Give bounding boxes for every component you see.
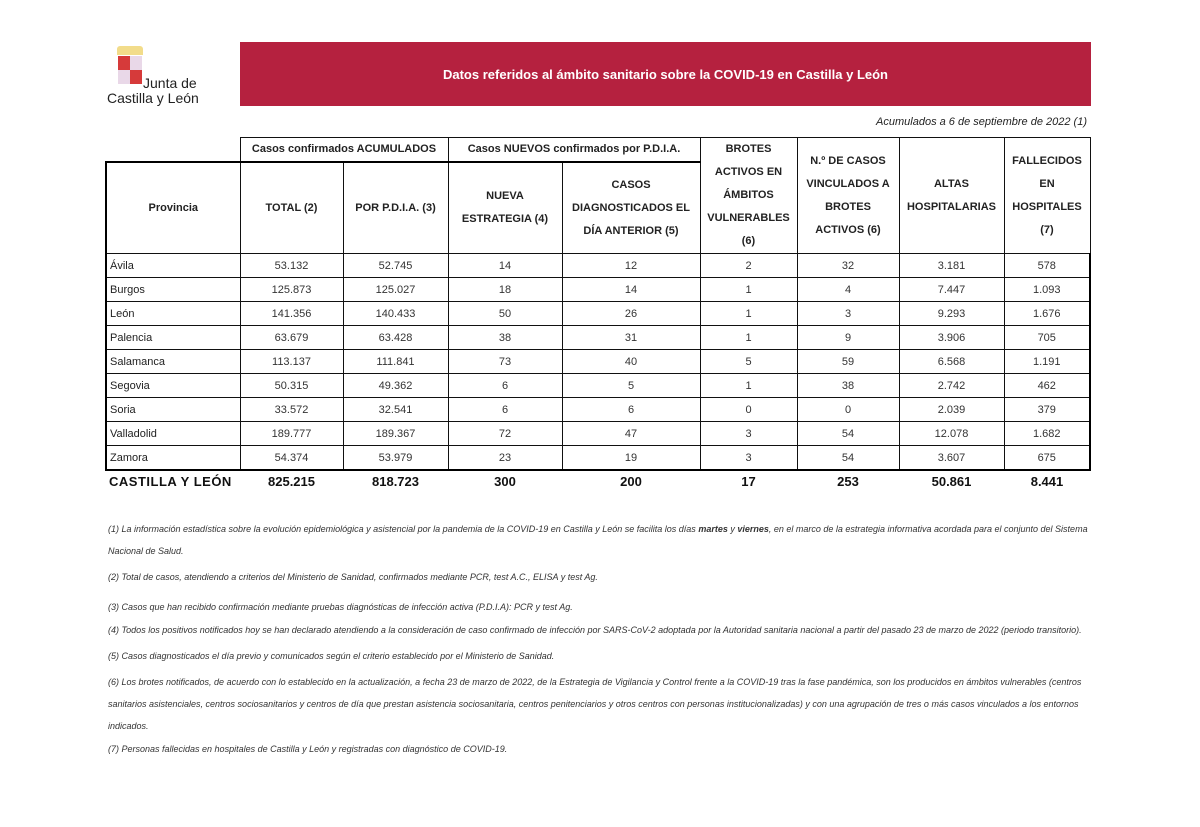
cell-altas: 6.568 — [899, 350, 1004, 374]
cell-nueva: 6 — [448, 398, 562, 422]
cell-nueva: 18 — [448, 278, 562, 302]
footnote-4: (4) Todos los positivos notificados hoy se han declarado atendiendo a la consideración de caso confirmado de infección por SARS-CoV-2 adoptada por la Autoridad sanitaria nacional a partir del pasado 23 de marzo de 2022 (periodo transitorio). — [108, 625, 1082, 635]
cell-provincia: Salamanca — [106, 350, 240, 374]
table-row — [106, 446, 1090, 471]
cell-nueva: 38 — [448, 326, 562, 350]
cell-brotes: 3 — [700, 446, 797, 471]
logo-text-line2: Castilla y León — [107, 90, 199, 106]
cell-vinculados: 3 — [797, 302, 899, 326]
cell-vinculados: 54 — [797, 446, 899, 471]
cell-vinculados: 0 — [797, 398, 899, 422]
table-row — [106, 398, 1090, 422]
footnote-3: (3) Casos que han recibido confirmación mediante pruebas diagnósticas de infección activa (P.D.I.A): PCR y test Ag. — [108, 602, 573, 612]
empty-corner — [106, 138, 240, 163]
cell-por-pdia: 63.428 — [343, 326, 448, 350]
cell-fallecidos: 379 — [1004, 398, 1090, 422]
footnote-5: (5) Casos diagnosticados el día previo y comunicados según el criterio establecido por el Ministerio de Sanidad. — [108, 651, 555, 661]
cell-total: 125.873 — [240, 278, 343, 302]
table-row — [106, 374, 1090, 398]
cell-altas: 7.447 — [899, 278, 1004, 302]
cell-vinculados: 4 — [797, 278, 899, 302]
cell-vinculados: 38 — [797, 374, 899, 398]
cell-total: 189.777 — [240, 422, 343, 446]
total-por-pdia: 818.723 — [372, 473, 419, 489]
col-header-fallecidos: FALLECIDOS EN HOSPITALES (7) — [1004, 138, 1090, 254]
cell-nueva: 50 — [448, 302, 562, 326]
col-header-altas: ALTAS HOSPITALARIAS — [899, 138, 1004, 254]
cell-por-pdia: 140.433 — [343, 302, 448, 326]
cell-diag: 40 — [562, 350, 700, 374]
cell-total: 50.315 — [240, 374, 343, 398]
table-row — [106, 302, 1090, 326]
cell-fallecidos: 462 — [1004, 374, 1090, 398]
cell-provincia: León — [106, 302, 240, 326]
cell-total: 141.356 — [240, 302, 343, 326]
col-header-casos-diagnosticados: CASOS DIAGNOSTICADOS EL DÍA ANTERIOR (5) — [562, 162, 700, 253]
cell-diag: 12 — [562, 254, 700, 278]
table-row — [106, 326, 1090, 350]
cell-por-pdia: 49.362 — [343, 374, 448, 398]
cell-brotes: 3 — [700, 422, 797, 446]
cell-fallecidos: 675 — [1004, 446, 1090, 471]
cell-total: 53.132 — [240, 254, 343, 278]
covid-data-table — [105, 137, 1091, 491]
cell-total: 63.679 — [240, 326, 343, 350]
cell-provincia: Ávila — [106, 254, 240, 278]
footnotes — [108, 518, 1088, 761]
cell-brotes: 1 — [700, 374, 797, 398]
footnote-6: (6) Los brotes notificados, de acuerdo con lo establecido en la actualización, a fecha 23 de marzo de 2022, de la Estrategia de Vigilancia y Control frente a la COVID-19 tras la fase pandémica, son los producidos en ámbitos vulnerables (centros sanitarios asistenciales, centros sociosanitarios y centros de día que prestan asistencia sociosanitaria, centros penitenciarios y otros centros con personas institucionalizadas) y con una agrupación de tres o más casos vinculados a los entornos indicados. — [108, 677, 1082, 731]
group-header-nuevos: Casos NUEVOS confirmados por P.D.I.A. — [448, 138, 700, 163]
cell-altas: 2.039 — [899, 398, 1004, 422]
table-row — [106, 254, 1090, 278]
cell-vinculados: 9 — [797, 326, 899, 350]
col-header-vinculados: N.º DE CASOS VINCULADOS A BROTES ACTIVOS (6) — [797, 138, 899, 254]
cell-diag: 26 — [562, 302, 700, 326]
cell-fallecidos: 578 — [1004, 254, 1090, 278]
cell-brotes: 2 — [700, 254, 797, 278]
footnote-7: (7) Personas fallecidas en hospitales de Castilla y León y registradas con diagnóstico de COVID-19. — [108, 744, 508, 754]
cell-altas: 2.742 — [899, 374, 1004, 398]
cell-vinculados: 54 — [797, 422, 899, 446]
cell-por-pdia: 111.841 — [343, 350, 448, 374]
cell-fallecidos: 705 — [1004, 326, 1090, 350]
cell-vinculados: 59 — [797, 350, 899, 374]
cell-altas: 12.078 — [899, 422, 1004, 446]
cell-fallecidos: 1.676 — [1004, 302, 1090, 326]
cell-diag: 31 — [562, 326, 700, 350]
cell-por-pdia: 189.367 — [343, 422, 448, 446]
cell-total: 113.137 — [240, 350, 343, 374]
cell-total: 54.374 — [240, 446, 343, 471]
cell-brotes: 1 — [700, 326, 797, 350]
col-header-provincia: Provincia — [106, 162, 240, 253]
footnote-2: (2) Total de casos, atendiendo a criterios del Ministerio de Sanidad, confirmados mediante PCR, test A.C., ELISA y test Ag. — [108, 572, 598, 582]
cell-altas: 3.906 — [899, 326, 1004, 350]
cell-brotes: 5 — [700, 350, 797, 374]
cell-provincia: Soria — [106, 398, 240, 422]
cell-provincia: Burgos — [106, 278, 240, 302]
col-header-nueva-estrategia: NUEVA ESTRATEGIA (4) — [448, 162, 562, 253]
cell-fallecidos: 1.682 — [1004, 422, 1090, 446]
table-row — [106, 350, 1090, 374]
cell-altas: 9.293 — [899, 302, 1004, 326]
cell-provincia: Valladolid — [106, 422, 240, 446]
logo-text-line1: Junta de — [143, 75, 197, 91]
cell-provincia: Segovia — [106, 374, 240, 398]
total-vinculados: 253 — [837, 473, 859, 489]
cell-nueva: 6 — [448, 374, 562, 398]
footnote-1: (1) La información estadística sobre la evolución epidemiológica y asistencial por la pandemia de la COVID-19 en Castilla y León se facilita los días martes y viernes, en el marco de la estrategia informativa acordada para el conjunto del Sistema Nacional de Salud. — [108, 524, 1088, 556]
cell-altas: 3.181 — [899, 254, 1004, 278]
total-fallecidos: 8.441 — [1030, 473, 1064, 489]
junta-logo — [107, 44, 217, 106]
total-diag: 200 — [620, 473, 642, 489]
cell-vinculados: 32 — [797, 254, 899, 278]
col-header-brotes: BROTES ACTIVOS EN ÁMBITOS VULNERABLES (6) — [700, 138, 797, 254]
cell-nueva: 23 — [448, 446, 562, 471]
total-altas: 50.861 — [931, 473, 972, 489]
cell-nueva: 73 — [448, 350, 562, 374]
cell-nueva: 72 — [448, 422, 562, 446]
cell-por-pdia: 52.745 — [343, 254, 448, 278]
col-header-total: TOTAL (2) — [240, 162, 343, 253]
cell-diag: 6 — [562, 398, 700, 422]
cell-provincia: Palencia — [106, 326, 240, 350]
col-header-por-pdia: POR P.D.I.A. (3) — [343, 162, 448, 253]
coat-of-arms-icon — [117, 46, 143, 86]
group-header-acumulados: Casos confirmados ACUMULADOS — [240, 138, 448, 163]
cell-brotes: 0 — [700, 398, 797, 422]
cell-diag: 5 — [562, 374, 700, 398]
total-brotes: 17 — [741, 473, 756, 489]
cell-nueva: 14 — [448, 254, 562, 278]
table-row — [106, 422, 1090, 446]
title-banner — [240, 42, 1091, 106]
page-title: Datos referidos al ámbito sanitario sobre la COVID-19 en Castilla y León — [442, 66, 888, 82]
date-note: Acumulados a 6 de septiembre de 2022 (1) — [876, 116, 1087, 128]
cell-por-pdia: 32.541 — [343, 398, 448, 422]
cell-brotes: 1 — [700, 278, 797, 302]
cell-diag: 19 — [562, 446, 700, 471]
cell-provincia: Zamora — [106, 446, 240, 471]
total-nueva: 300 — [494, 473, 516, 489]
cell-total: 33.572 — [240, 398, 343, 422]
total-row — [106, 470, 1090, 491]
cell-diag: 14 — [562, 278, 700, 302]
cell-altas: 3.607 — [899, 446, 1004, 471]
cell-diag: 47 — [562, 422, 700, 446]
cell-por-pdia: 125.027 — [343, 278, 448, 302]
cell-fallecidos: 1.191 — [1004, 350, 1090, 374]
total-label: CASTILLA Y LEÓN — [109, 473, 232, 489]
cell-brotes: 1 — [700, 302, 797, 326]
total-total: 825.215 — [268, 473, 315, 489]
cell-fallecidos: 1.093 — [1004, 278, 1090, 302]
cell-por-pdia: 53.979 — [343, 446, 448, 471]
table-row — [106, 278, 1090, 302]
